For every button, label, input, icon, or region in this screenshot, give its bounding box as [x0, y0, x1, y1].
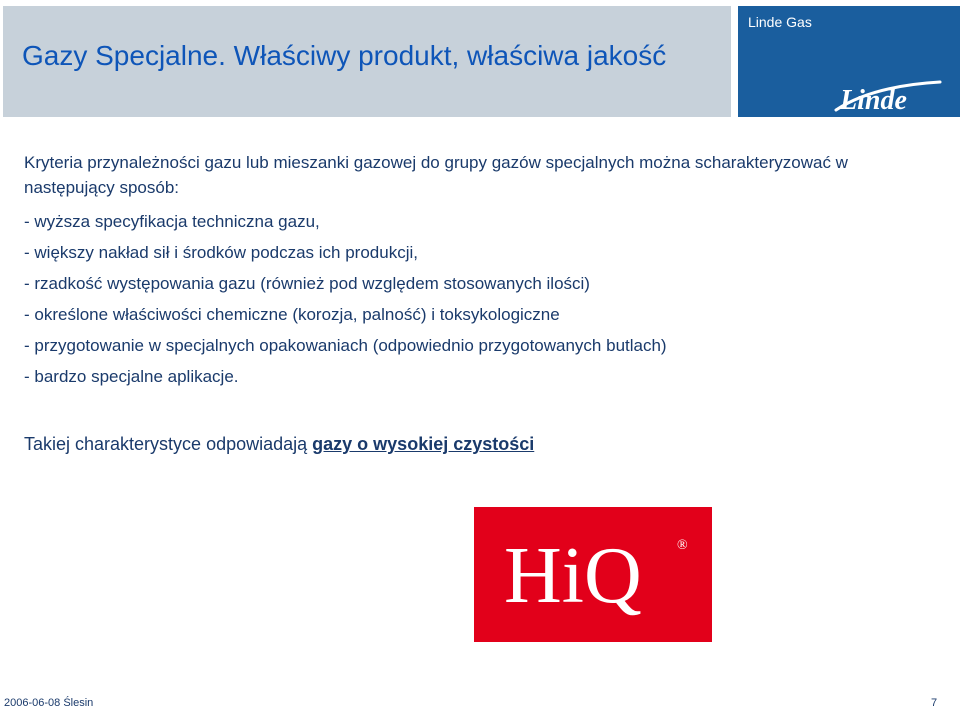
- linde-logo-panel: [738, 6, 960, 117]
- hiq-logo: [474, 507, 712, 642]
- criteria-list: [24, 206, 924, 392]
- brand-label: Linde Gas: [748, 14, 812, 30]
- linde-logo: [832, 76, 950, 116]
- page-number: 7: [931, 697, 938, 709]
- footer-date-location: 2006-06-08 Ślesin: [4, 697, 94, 709]
- registered-mark: ®: [677, 538, 688, 553]
- conclusion-emphasis: gazy o wysokiej czystości: [312, 434, 535, 454]
- hiq-logo-text: HiQ: [504, 532, 642, 620]
- list-item: - wyższa specyfikacja techniczna gazu,: [24, 212, 320, 231]
- list-item: - określone właściwości chemiczne (korozja, palność) i toksykologiczne: [24, 305, 560, 324]
- list-item: - większy nakład sił i środków podczas ich produkcji,: [24, 243, 418, 262]
- conclusion-text: [24, 434, 534, 455]
- linde-logo-text: Linde: [840, 85, 907, 116]
- intro-text: Kryteria przynależności gazu lub mieszanki gazowej do grupy gazów specjalnych można scharakteryzować w następujący sposób:: [24, 153, 848, 197]
- criteria-section: [24, 150, 924, 392]
- list-item: - przygotowanie w specjalnych opakowaniach (odpowiednio przygotowanych butlach): [24, 336, 667, 355]
- slide-title: Gazy Specjalne. Właściwy produkt, właściwa jakość: [22, 40, 667, 71]
- conclusion-prefix: Takiej charakterystyce odpowiadają: [24, 434, 313, 454]
- list-item: - rzadkość występowania gazu (również pod względem stosowanych ilości): [24, 274, 590, 293]
- list-item: - bardzo specjalne aplikacje.: [24, 367, 239, 386]
